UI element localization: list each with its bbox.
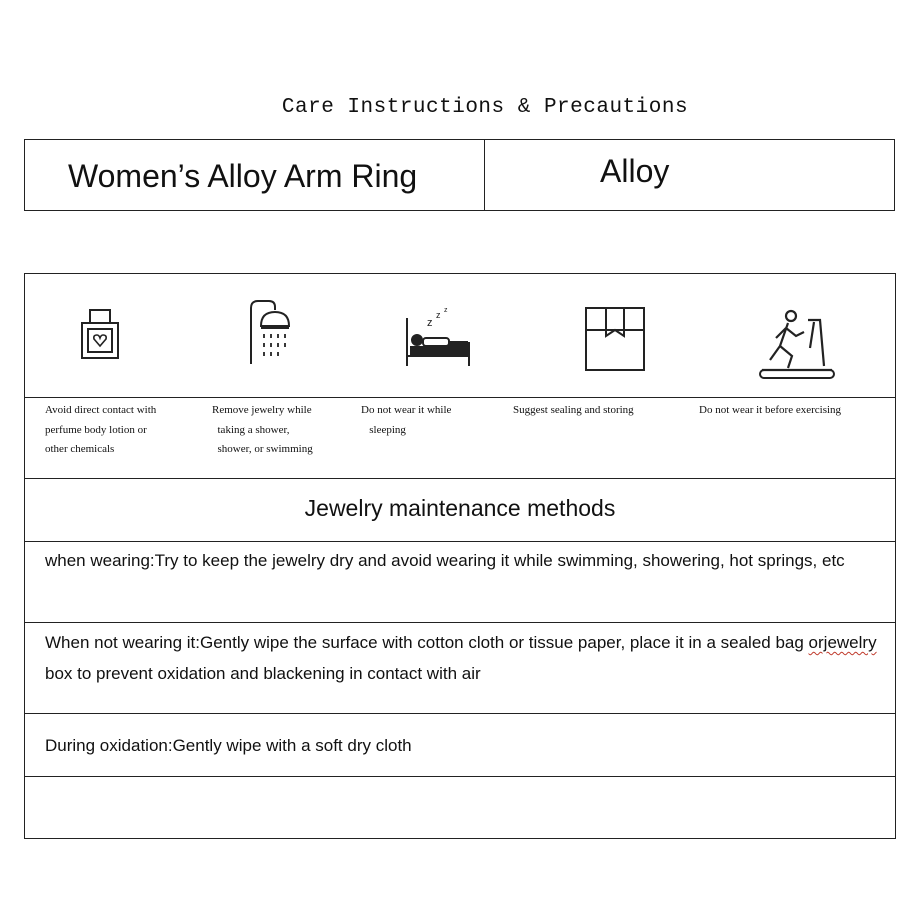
sealed-box-icon — [584, 306, 646, 372]
row-divider-1 — [25, 622, 895, 623]
header-divider — [484, 140, 485, 210]
shower-icon — [245, 298, 297, 364]
caption-chemicals: Avoid direct contact with perfume body lotion or other chemicals — [45, 404, 157, 455]
material-name: Alloy — [600, 153, 670, 189]
spellcheck-marked-word: orjewelry — [808, 633, 877, 652]
caption-shower: Remove jewelry while taking a shower, shower, or swimming — [212, 404, 313, 455]
maintenance-row-oxidation: During oxidation:Gently wipe with a soft dry cloth — [45, 736, 412, 755]
caption-storing: Suggest sealing and storing — [513, 404, 634, 416]
treadmill-runner-icon — [758, 308, 836, 380]
page-title: Care Instructions & Precautions — [281, 96, 689, 119]
perfume-bottle-icon — [80, 308, 120, 360]
maintenance-row-not-wearing — [45, 627, 885, 689]
row-text-start: When not wearing it:Gently wipe the surface with cotton cloth or tissue paper, place it in a sealed bag — [45, 633, 809, 652]
maintenance-heading: Jewelry maintenance methods — [304, 495, 616, 521]
care-table — [24, 273, 896, 839]
row-divider-2 — [25, 713, 895, 714]
heading-divider — [25, 541, 895, 542]
caption-sleeping: Do not wear it while sleeping — [361, 404, 452, 436]
caption-exercising: Do not wear it before exercising — [699, 404, 842, 416]
captions-divider — [25, 478, 895, 479]
product-header-table — [24, 139, 895, 211]
svg-text:z: z — [427, 317, 433, 329]
product-name: Women’s Alloy Arm Ring — [68, 158, 418, 194]
svg-text:z: z — [444, 307, 448, 314]
row-text-end: box to prevent oxidation and blackening in contact with air — [45, 664, 481, 683]
maintenance-row-wearing: when wearing:Try to keep the jewelry dry and avoid wearing it while swimming, showering, hot springs, etc — [45, 551, 845, 570]
icon-row-divider — [25, 397, 895, 398]
svg-text:z: z — [436, 310, 441, 320]
sleeping-bed-icon — [405, 304, 471, 366]
row-divider-3 — [25, 776, 895, 777]
